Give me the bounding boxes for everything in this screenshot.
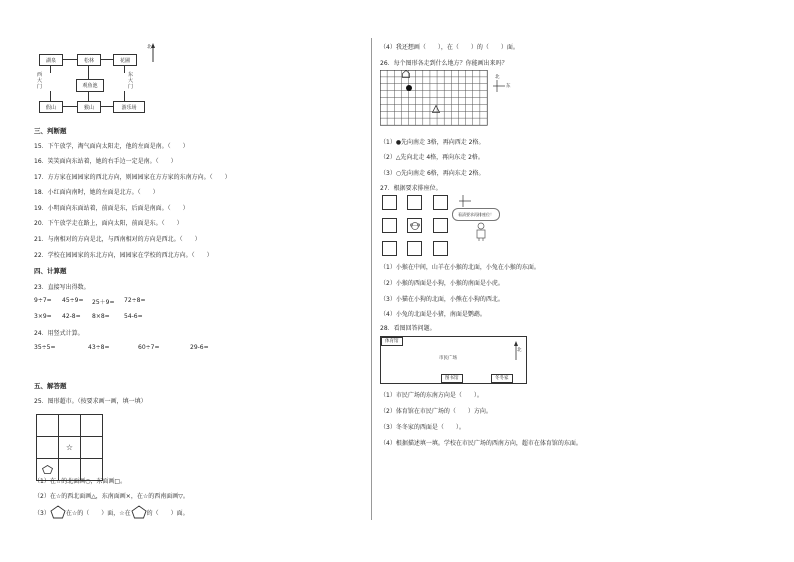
q25-line3-mid: 在☆的（ ）面，☆在	[65, 509, 131, 517]
judgement-item: 19．小明面向东面站着，前面是东，后面是南面。（ ）	[34, 205, 189, 212]
pentagon-icon	[131, 505, 147, 519]
section5-title: 五、解答题	[34, 382, 67, 390]
shape-grid	[36, 414, 103, 481]
movement-grid	[380, 70, 490, 126]
teacher-figure-icon	[474, 222, 488, 244]
q23-text: 23．直接写出得数。	[34, 284, 90, 291]
judgement-item: 21．与南相对的方向是北，与西南相对的方向是西北。（ ）	[34, 236, 201, 243]
calc-item: 25＋9=	[92, 299, 115, 306]
q25-line4: （4）我还想画（ ），在（ ）的（ ）面。	[380, 44, 519, 51]
judgement-item: 17．方方家在园园家的西北方向，则园园家在方方家的东南方向。（ ）	[34, 174, 231, 181]
city-map	[380, 336, 527, 384]
q28-item: （3）冬冬家的西面是（ ）。	[380, 424, 465, 431]
seat-box[interactable]	[433, 218, 448, 233]
q25-line3-suffix: 的（ ）面。	[146, 509, 189, 517]
calc-item: 3×9=	[34, 313, 52, 320]
judgement-item: 18．小红面向南时，她的左面是北方。（ ）	[34, 189, 159, 196]
seat-box[interactable]	[433, 241, 448, 256]
grid-cell[interactable]	[59, 415, 81, 437]
map-box-huayuan: 花圃	[113, 54, 137, 66]
map-label-dongdong: 冬冬家	[491, 374, 513, 383]
compass-north-label: 北	[495, 75, 500, 80]
compass-east-label: 东	[506, 84, 511, 89]
section4-title: 四、计算题	[34, 267, 67, 275]
map-box-hujie: 湖泉	[39, 54, 63, 66]
q25-text: 25．图形超市。（按要求画一画，填一填）	[34, 398, 147, 405]
map-label-library: 图书馆	[441, 374, 463, 383]
map-north-label: 北	[517, 348, 522, 353]
grid-cell[interactable]	[81, 415, 103, 437]
q26-text: 26．每个图形各走到什么地方？你能画出来吗？	[380, 60, 508, 67]
q27-item: （2）小猴的西面是小狗，小猴的南面是小虎。	[380, 280, 504, 287]
triangle-icon	[432, 105, 440, 115]
seat-box[interactable]	[382, 218, 397, 233]
map-box-songlin: 松林	[77, 54, 101, 66]
q28-item: （1）市民广场的东南方向是（ ）。	[380, 392, 483, 399]
house-icon	[402, 70, 410, 80]
q28-item: （4）根据描述填一填。学校在市民广场的西南方向，超市在体育馆的东面。	[380, 440, 582, 447]
map-box-guanyuchi: 观鱼池	[76, 79, 104, 92]
east-gate-label: 东大门	[128, 72, 134, 90]
judgement-item: 15．下午放学，淘气面向太阳走，他的左面是南。（ ）	[34, 143, 189, 150]
q25-line: （1）在☆的北面画○，东面画□。	[34, 478, 127, 485]
calc-item: 54-6=	[124, 313, 143, 320]
q25-line3-prefix: （3）	[34, 509, 50, 517]
section3-title: 三、判断题	[34, 127, 67, 135]
grid-cell[interactable]	[37, 415, 59, 437]
pentagon-icon	[42, 465, 53, 474]
calc-item: 60÷7=	[138, 344, 160, 351]
q27-item: （3）小猫在小狗的北面，小熊在小狗的西北。	[380, 296, 504, 303]
map-box-yuanshan: 假山	[39, 101, 63, 113]
star-icon: ☆	[65, 443, 74, 452]
west-gate-label: 西大门	[37, 72, 43, 90]
dot-icon	[405, 84, 413, 94]
q25-line3	[34, 505, 189, 519]
calc-item: 29-6=	[190, 344, 209, 351]
judgement-item: 22．学校在园园家的东北方向，园园家在学校的西北方向。（ ）	[34, 252, 213, 259]
q25-line: （2）在☆的西北面画△，东南面画×，在☆的西南面画▽。	[34, 493, 189, 500]
calc-item: 9÷7=	[34, 297, 52, 304]
map-box-houshan: 猴山	[77, 101, 101, 113]
q28-item: （2）体育馆在市民广场的（ ）方向。	[380, 408, 492, 415]
speech-bubble: 看清要求再排座位！	[452, 208, 500, 221]
calc-item: 45÷9=	[62, 297, 84, 304]
q26-item: （2）△先向北走 4格，再向东走 2格。	[380, 154, 484, 161]
seat-box[interactable]	[407, 195, 422, 210]
column-divider	[371, 38, 372, 520]
calc-item: 35÷5=	[34, 344, 56, 351]
q27-text: 27．根据要求排座位。	[380, 185, 442, 192]
calc-item: 72÷8=	[124, 297, 146, 304]
seat-box[interactable]	[433, 195, 448, 210]
calc-item: 43÷8=	[88, 344, 110, 351]
map-box-youlechang: 游乐场	[113, 101, 145, 113]
q28-text: 28．看图回答问题。	[380, 325, 436, 332]
grid-cell[interactable]	[37, 437, 59, 459]
monkey-icon	[410, 221, 420, 231]
north-label: 北	[147, 45, 152, 50]
judgement-item: 20．下午放学走在路上，面向太阳，前面是东。（ ）	[34, 220, 183, 227]
q26-item: （3）○先向南走 6格，再向东走 2格。	[380, 170, 485, 177]
seat-box[interactable]	[382, 195, 397, 210]
map-label-square: 市民广场	[439, 356, 457, 361]
compass-icon	[492, 78, 506, 96]
q27-item: （4）小兔的北面是小猪，南面是鹦鹉。	[380, 311, 486, 318]
q24-text: 24．用竖式计算。	[34, 330, 84, 337]
seat-box	[407, 218, 422, 233]
seat-box[interactable]	[407, 241, 422, 256]
calc-item: 42-8=	[62, 313, 81, 320]
q27-item: （1）小猴在中间，山羊在小猴的北面，小兔在小猴的东面。	[380, 264, 540, 271]
judgement-item: 16．笑笑面向东站着，她的右手边一定是南。（ ）	[34, 158, 177, 165]
calc-item: 8×8=	[92, 313, 110, 320]
map-label-tiyuguan: 体育馆	[381, 337, 403, 346]
grid-cell[interactable]	[59, 437, 81, 459]
seat-box[interactable]	[382, 241, 397, 256]
pentagon-icon	[50, 505, 66, 519]
grid-cell[interactable]	[81, 437, 103, 459]
q26-item: （1）●先向南走 3格，再向西走 2格。	[380, 139, 485, 146]
